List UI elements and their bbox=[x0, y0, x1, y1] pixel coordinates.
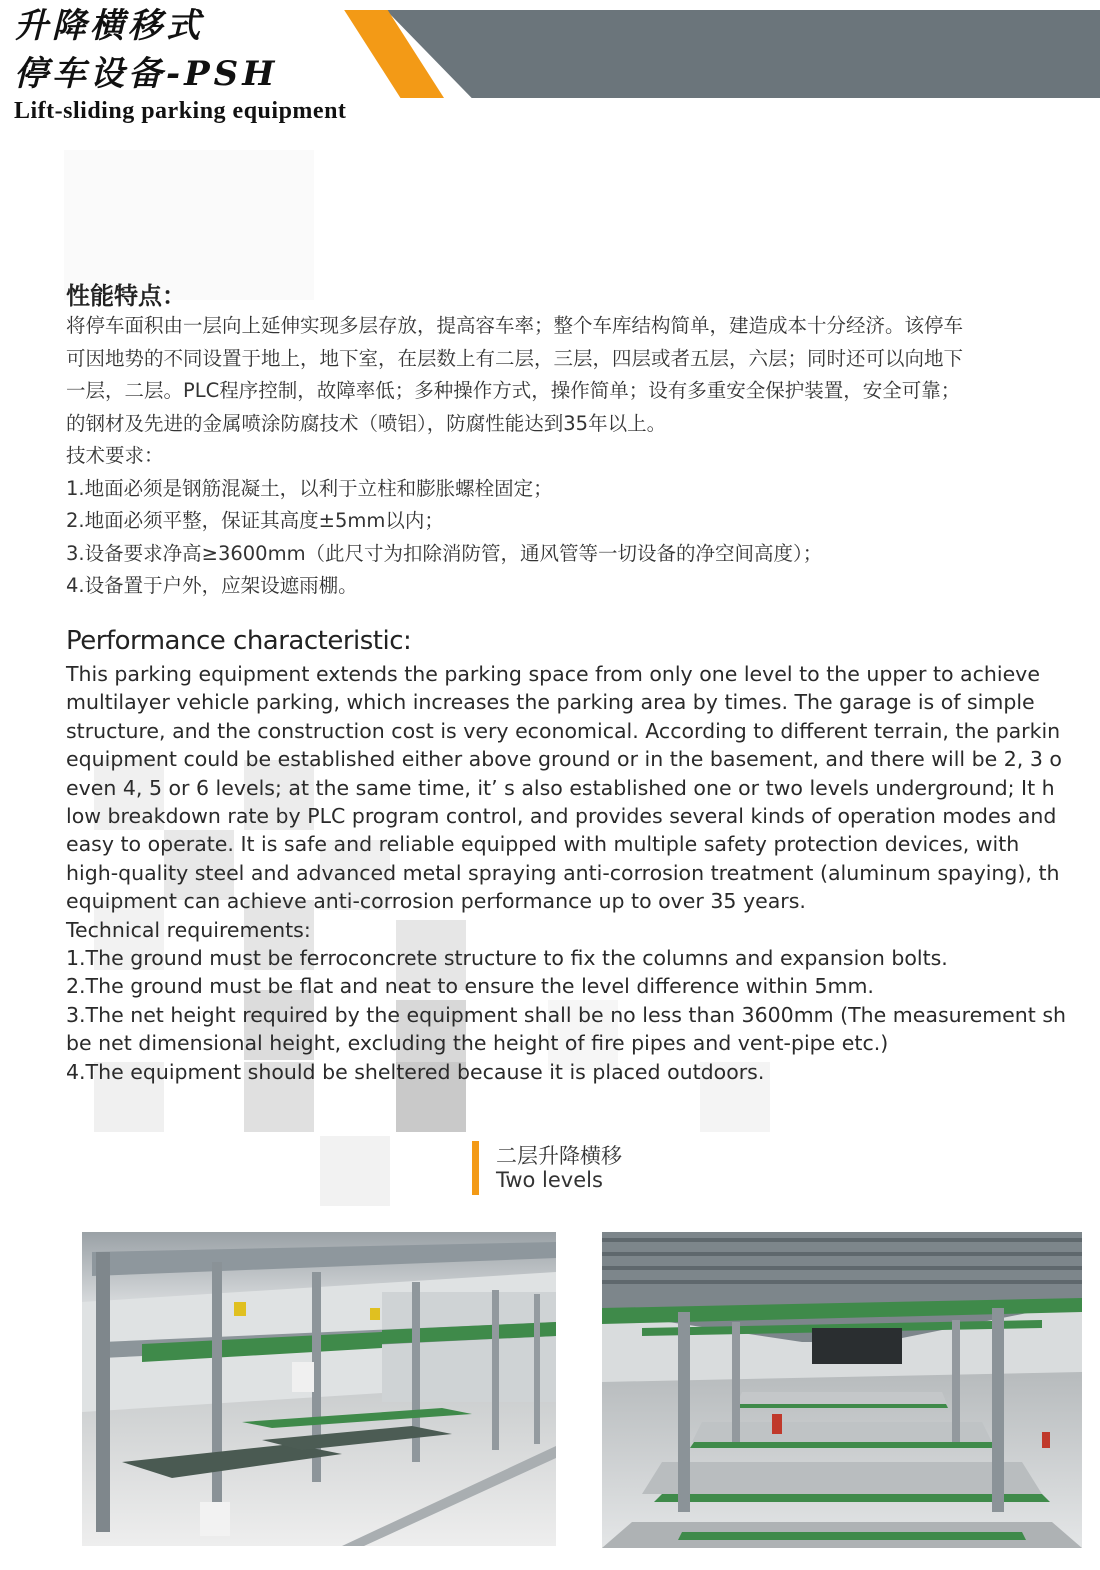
en-line: Technical requirements: bbox=[66, 917, 311, 942]
en-line: equipment can achieve anti-corrosion performance up to over 35 years. bbox=[66, 889, 806, 914]
en-line: 2.The ground must be flat and neat to ensure the level difference within 5mm. bbox=[66, 974, 874, 999]
en-line: 4.The equipment should be sheltered because it is placed outdoors. bbox=[66, 1059, 765, 1084]
cn-line: 将停车面积由一层向上延伸实现多层存放，提高容车率；整个车库结构简单，建造成本十分经济。该停车 bbox=[66, 314, 964, 337]
cn-line: 可因地势的不同设置于地上，地下室，在层数上有二层，三层，四层或者五层，六层；同时还可以向地下 bbox=[66, 346, 964, 370]
en-line: This parking equipment extends the parking space from only one level to the upper to achieve bbox=[66, 662, 1040, 686]
cn-section-title: 性能特点： bbox=[66, 282, 186, 310]
cn-section-body bbox=[66, 310, 1100, 603]
cn-line: 3.设备要求净高≥3600mm（此尺寸为扣除消防管，通风管等一切设备的净空间高度）； bbox=[66, 541, 823, 565]
cn-line: 2.地面必须平整，保证其高度±5mm以内； bbox=[66, 509, 444, 532]
title-cn-line2: 停车设备-PSH bbox=[14, 54, 279, 94]
caption-en: Two levels bbox=[496, 1168, 603, 1192]
en-section-body bbox=[66, 660, 1100, 1086]
photo-garage-corridor-view bbox=[602, 1232, 1082, 1548]
photo-garage-side-view bbox=[82, 1232, 556, 1546]
header-gray-band bbox=[386, 10, 1100, 98]
cn-line: 一层，二层。PLC程序控制，故障率低；多种操作方式，操作简单；设有多重安全保护装置，安全可靠； bbox=[66, 379, 961, 402]
en-section-title: Performance characteristic: bbox=[66, 626, 412, 656]
title-cn-line1: 升降横移式 bbox=[14, 6, 204, 46]
cn-line: 的钢材及先进的金属喷涂防腐技术（喷铝），防腐性能达到35年以上。 bbox=[66, 411, 667, 435]
caption-accent-bar bbox=[472, 1141, 479, 1195]
en-line: be net dimensional height, excluding the height of fire pipes and vent-pipe etc.) bbox=[66, 1031, 889, 1056]
cn-line: 1.地面必须是钢筋混凝土，以利于立柱和膨胀螺栓固定； bbox=[66, 476, 553, 500]
en-line: equipment could be established either above ground or in the basement, and there will be 2, 3 o bbox=[66, 747, 1062, 772]
en-line: easy to operate. It is safe and reliable equipped with multiple safety protection devices, with bbox=[66, 832, 1020, 857]
en-line: structure, and the construction cost is very economical. According to different terrain, the parkin bbox=[66, 718, 1061, 743]
en-line: 1.The ground must be ferroconcrete structure to fix the columns and expansion bolts. bbox=[66, 946, 948, 971]
cn-line: 技术要求： bbox=[66, 444, 164, 467]
title-en: Lift-sliding parking equipment bbox=[14, 98, 347, 124]
en-line: low breakdown rate by PLC program control, and provides several kinds of operation modes and bbox=[66, 804, 1057, 829]
caption-cn: 二层升降横移 bbox=[496, 1144, 622, 1168]
en-line: even 4, 5 or 6 levels; at the same time, it’ s also established one or two levels underground; It h bbox=[66, 775, 1055, 800]
en-line: 3.The net height required by the equipment shall be no less than 3600mm (The measurement sh bbox=[66, 1002, 1067, 1027]
en-line: high-quality steel and advanced metal spraying anti-corrosion treatment (aluminum spaying), th bbox=[66, 860, 1060, 885]
cn-line: 4.设备置于户外，应架设遮雨棚。 bbox=[66, 574, 358, 597]
en-line: multilayer vehicle parking, which increases the parking area by times. The garage is of simple bbox=[66, 690, 1035, 715]
